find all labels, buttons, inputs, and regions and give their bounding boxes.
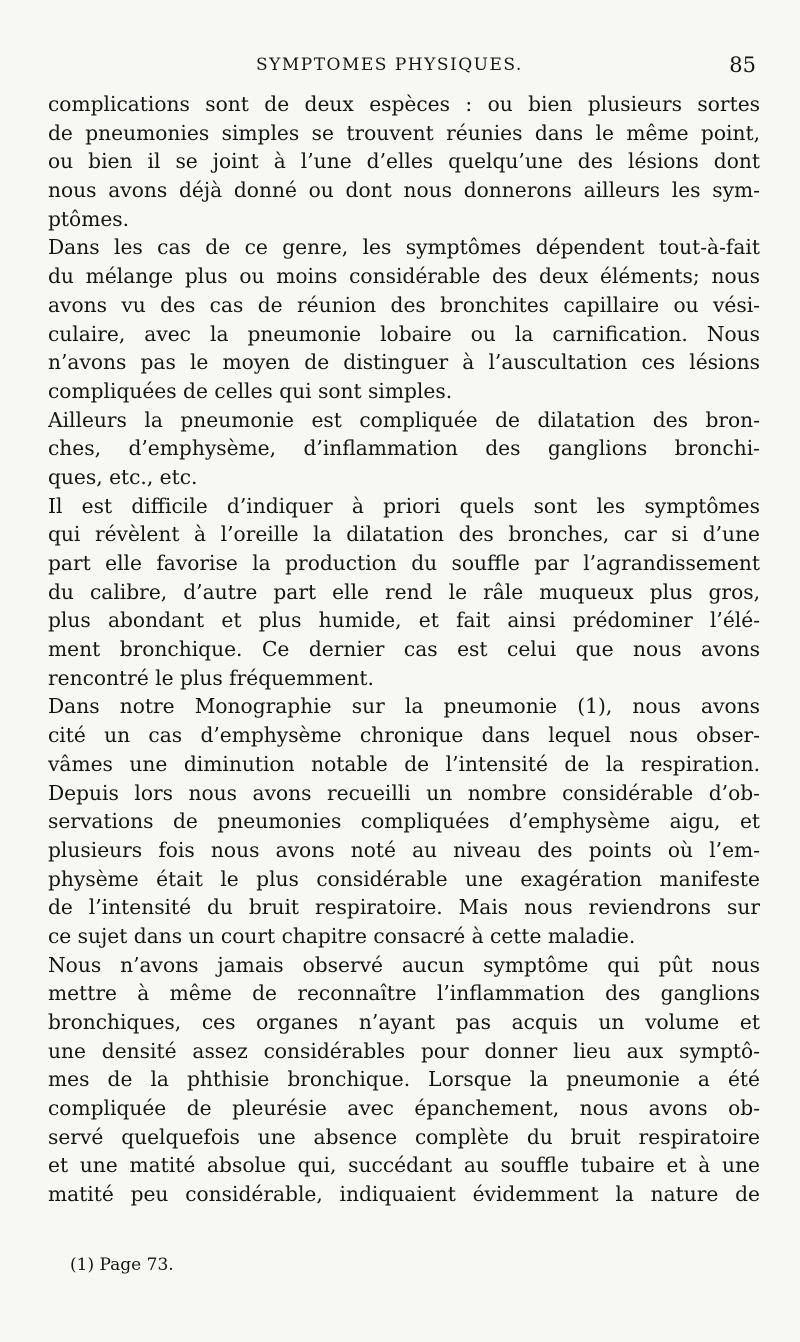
text-line: plusieurs fois nous avons noté au niveau des points où l’em- xyxy=(48,837,760,862)
text-line: du calibre, d’autre part elle rend le râle muqueux plus gros, xyxy=(48,579,760,604)
text-line: Il est difficile d’indiquer à priori quels sont les symptômes xyxy=(48,493,760,518)
text-line: ce sujet dans un court chapitre consacré à cette maladie. xyxy=(48,923,636,948)
text-line: compliquée de pleurésie avec épanchement, nous avons ob- xyxy=(48,1096,760,1121)
page-header xyxy=(48,55,768,87)
text-line: ment bronchique. Ce dernier cas est celui que nous avons xyxy=(48,637,760,662)
text-line: du mélange plus ou moins considérable des deux éléments; nous xyxy=(48,264,760,289)
text-line: et une matité absolue qui, succédant au souffle tubaire et à une xyxy=(48,1153,760,1178)
text-line: matité peu considérable, indiquaient évidemment la nature de xyxy=(48,1182,760,1207)
text-line: cité un cas d’emphysème chronique dans lequel nous obser- xyxy=(48,723,760,748)
text-line: ptômes. xyxy=(48,206,130,231)
text-line: n’avons pas le moyen de distinguer à l’auscultation ces lésions xyxy=(48,350,760,375)
text-line: Dans les cas de ce genre, les symptômes dépendent tout-à-fait xyxy=(48,235,760,260)
text-line: qui révèlent à l’oreille la dilatation des bronches, car si d’une xyxy=(48,522,760,547)
text-line: Depuis lors nous avons recueilli un nombre considérable d’ob- xyxy=(48,780,760,805)
text-line: vâmes une diminution notable de l’intensité de la respiration. xyxy=(48,751,760,776)
text-line: complications sont de deux espèces : ou bien plusieurs sortes xyxy=(48,92,760,116)
page-number: 85 xyxy=(729,53,756,77)
body-text xyxy=(48,90,760,1209)
text-line: Ailleurs la pneumonie est compliquée de dilatation des bron- xyxy=(48,407,760,432)
text-line: servations de pneumonies compliquées d’emphysème aigu, et xyxy=(48,809,760,834)
text-line: compliquées de celles qui sont simples. xyxy=(48,378,453,403)
text-line: plus abondant et plus humide, et fait ainsi prédominer l’élé- xyxy=(48,608,760,633)
text-line: bronchiques, ces organes n’ayant pas acquis un volume et xyxy=(48,1010,760,1034)
text-line: une densité assez considérables pour donner lieu aux symptô- xyxy=(48,1038,760,1063)
text-line: ques, etc., etc. xyxy=(48,464,198,489)
text-line: avons vu des cas de réunion des bronchites capillaire ou vési- xyxy=(48,292,760,317)
text-line: de l’intensité du bruit respiratoire. Mais nous reviendrons sur xyxy=(48,895,760,920)
text-line: de pneumonies simples se trouvent réunies dans le même point, xyxy=(48,120,760,145)
text-line: physème était le plus considérable une exagération manifeste xyxy=(48,866,760,891)
text-line: mettre à même de reconnaître l’inflammation des ganglions xyxy=(48,981,760,1006)
text-line: rencontré le plus fréquemment. xyxy=(48,665,374,690)
footnote: (1) Page 73. xyxy=(70,1255,174,1275)
text-line: ou bien il se joint à l’une d’elles quelqu’une des lésions dont xyxy=(48,149,760,174)
text-line: Nous n’avons jamais observé aucun symptôme qui pût nous xyxy=(48,952,760,977)
text-line: culaire, avec la pneumonie lobaire ou la carnification. Nous xyxy=(48,321,760,346)
text-line: Dans notre Monographie sur la pneumonie (1), nous avons xyxy=(48,694,760,719)
text-line: nous avons déjà donné ou dont nous donnerons ailleurs les sym- xyxy=(48,178,760,203)
running-title: SYMPTOMES PHYSIQUES. xyxy=(256,55,523,75)
text-line: servé quelquefois une absence complète du bruit respiratoire xyxy=(48,1124,760,1149)
text-line: part elle favorise la production du souffle par l’agrandissement xyxy=(48,551,760,575)
text-line: ches, d’emphysème, d’inflammation des ganglions bronchi- xyxy=(48,436,760,461)
text-line: mes de la phthisie bronchique. Lorsque la pneumonie a été xyxy=(48,1067,760,1092)
